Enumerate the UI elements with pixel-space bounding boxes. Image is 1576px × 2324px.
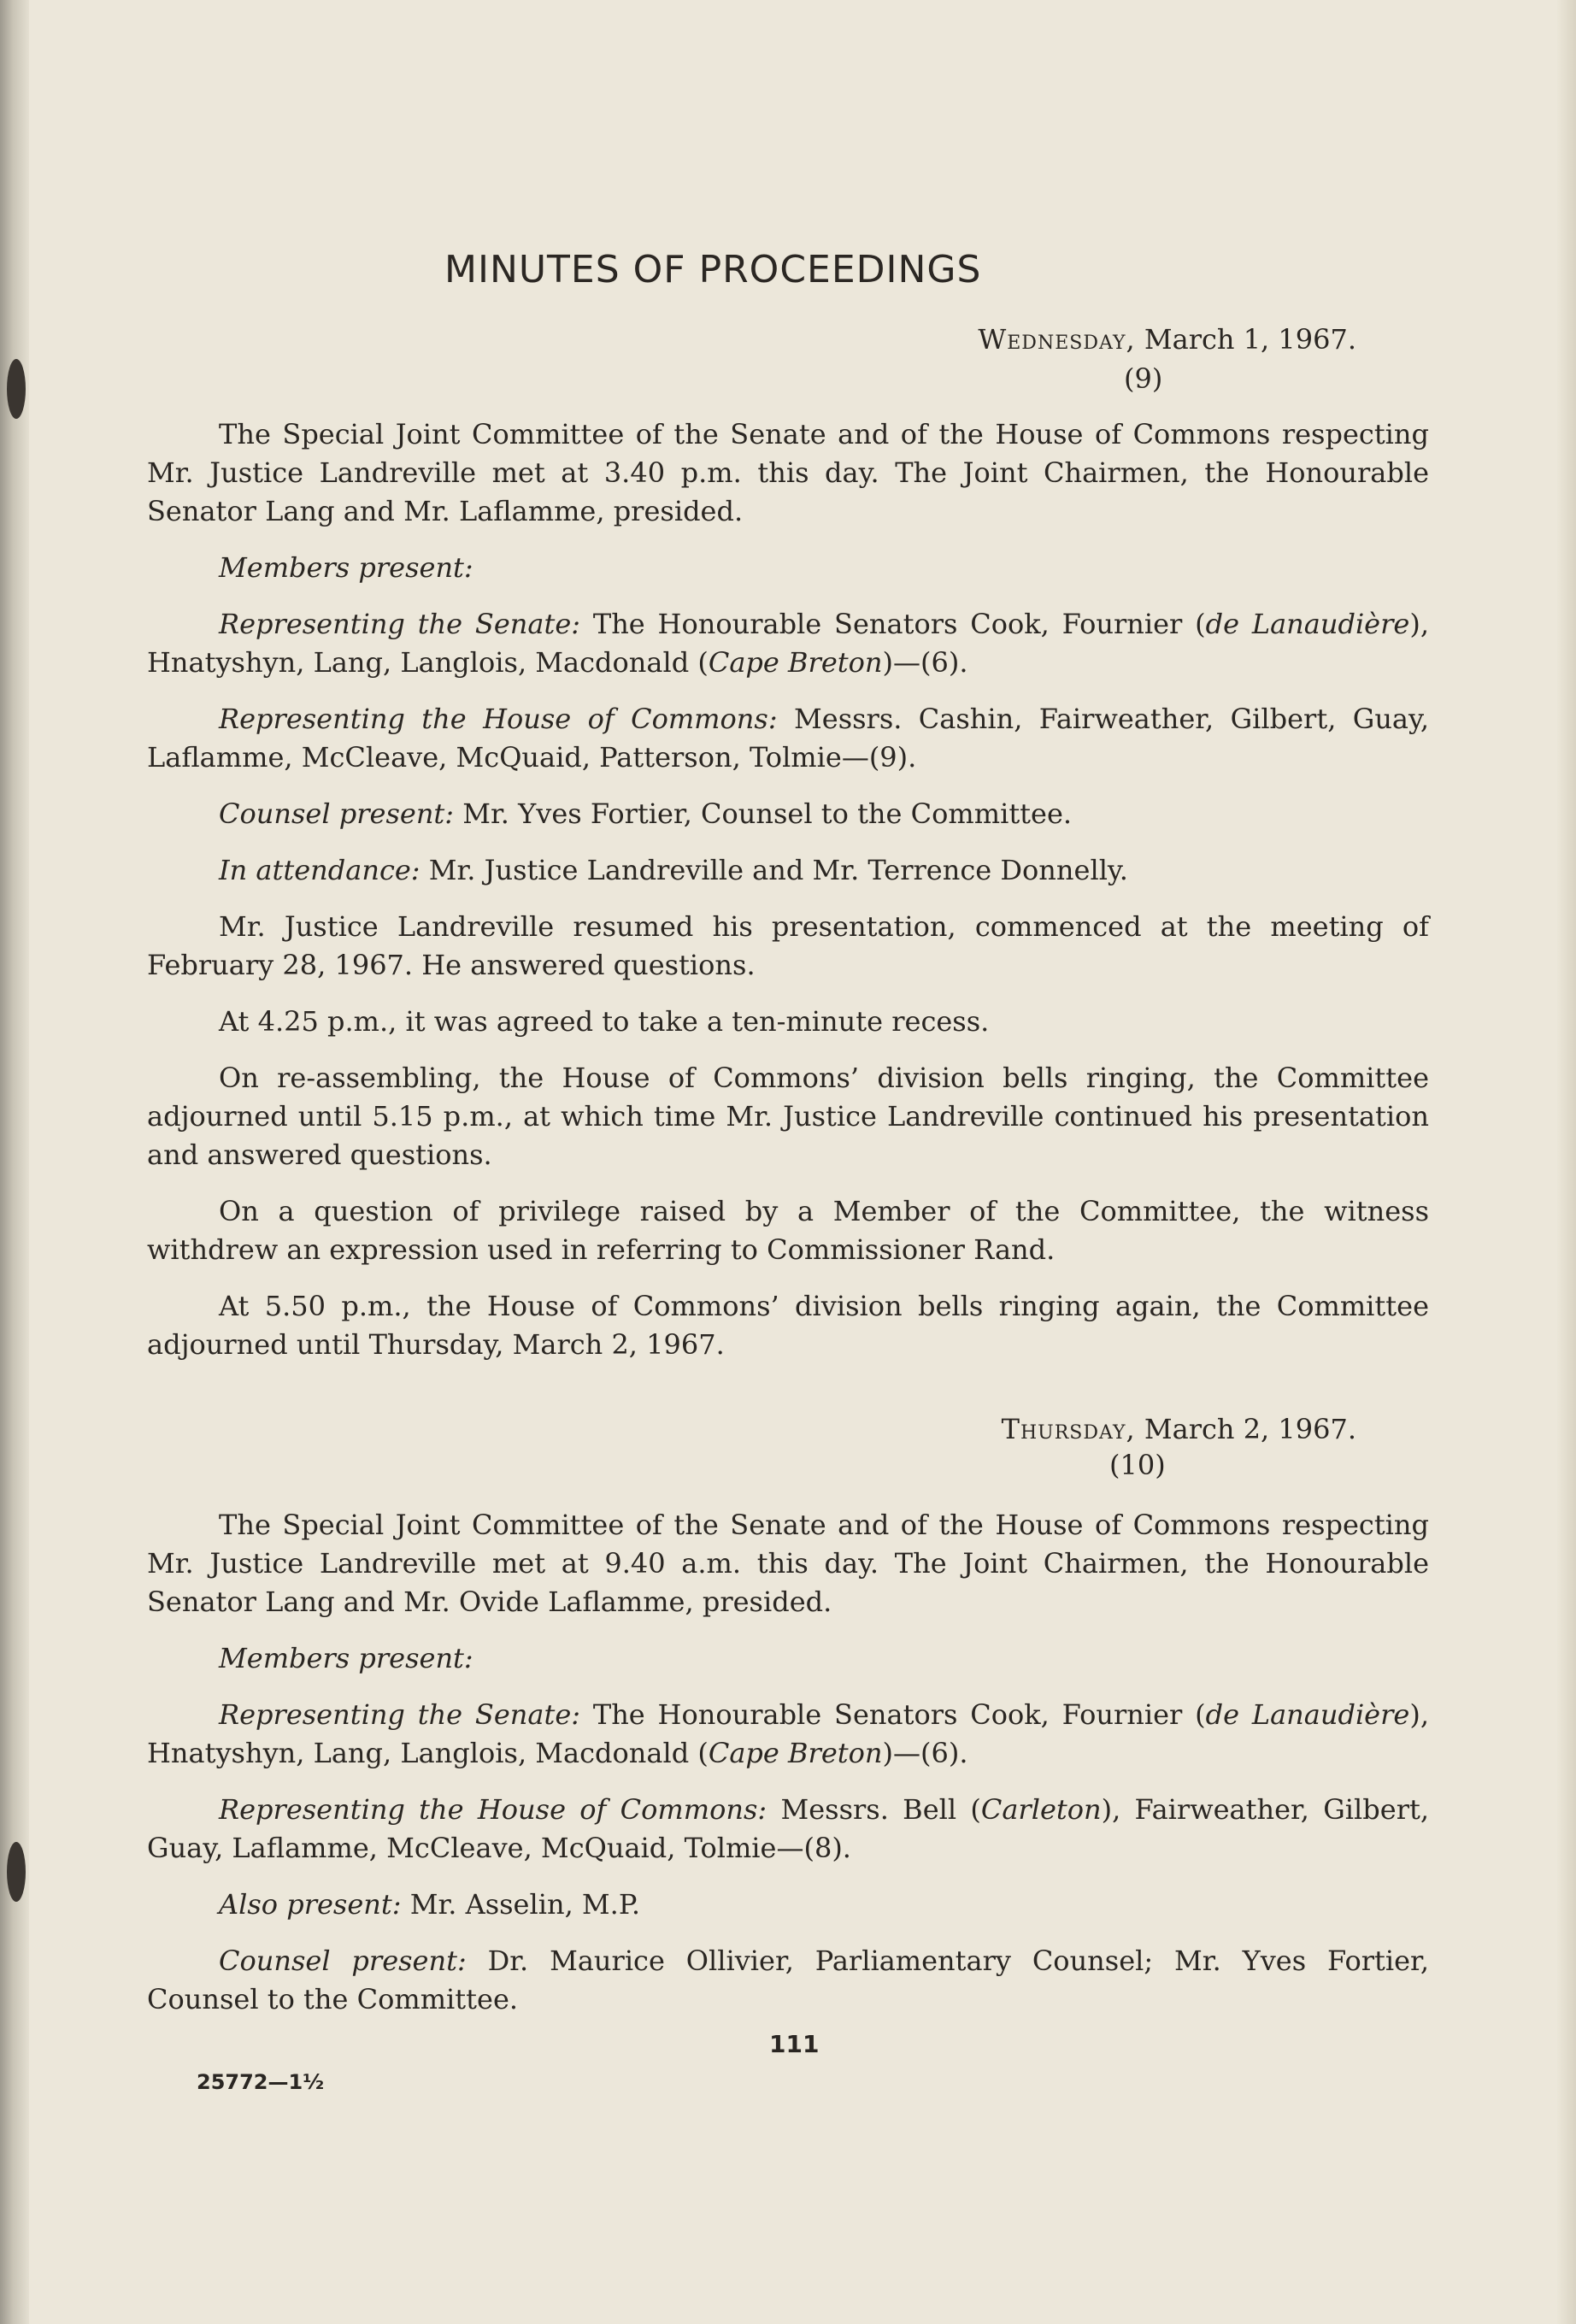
meeting-2-body	[147, 1506, 1429, 2019]
meeting-2-date-text: March 2, 1967.	[1144, 1413, 1356, 1445]
meeting-1-para-5: At 5.50 p.m., the House of Commons’ division bells ringing again, the Committee adjourned until Thursday, March 2, 1967.	[147, 1290, 1429, 1361]
meeting-1-body	[147, 415, 1429, 1364]
page-title: MINUTES OF PROCEEDINGS	[444, 248, 982, 291]
meeting-1-members-label: Members present:	[219, 551, 473, 584]
meeting-2-date	[1002, 1413, 1356, 1445]
meeting-1-commons: Representing the House of Commons: Messrs. Cashin, Fairweather, Gilbert, Guay, Laflamme, McCleave, McQuaid, Patterson, Tolmie—(9).	[147, 703, 1430, 774]
meeting-1-para-4: On a question of privilege raised by a Member of the Committee, the witness withdrew an expression used in referring to Commissioner Rand.	[147, 1195, 1429, 1266]
print-code: 25772—1½	[197, 2070, 325, 2094]
binding-hole-bottom	[7, 1842, 26, 1902]
page-number: 111	[769, 2030, 820, 2058]
meeting-1-para-3: On re-assembling, the House of Commons’ division bells ringing, the Committee adjourned until 5.15 p.m., at which time Mr. Justice Landreville continued his presentation and answered questions.	[147, 1062, 1429, 1171]
meeting-1-para-2: At 4.25 p.m., it was agreed to take a ten-minute recess.	[219, 1005, 990, 1038]
meeting-2-senate: Representing the Senate: The Honourable Senators Cook, Fournier (de Lanaudière), Hnatyshyn, Lang, Langlois, Macdonald (Cape Breton)—(6).	[147, 1698, 1430, 1769]
meeting-2-members-label: Members present:	[219, 1642, 473, 1674]
meeting-2-number: (10)	[1109, 1449, 1166, 1481]
meeting-1-number: (9)	[1124, 362, 1163, 395]
binding-gutter	[0, 0, 29, 2324]
meeting-1-weekday: Wednesday,	[978, 323, 1136, 356]
meeting-1-date-text: March 1, 1967.	[1144, 323, 1356, 356]
meeting-1-para-1: Mr. Justice Landreville resumed his presentation, commenced at the meeting of February 28, 1967. He answered questions.	[147, 910, 1429, 981]
meeting-2-also-present: Also present: Mr. Asselin, M.P.	[219, 1888, 641, 1921]
meeting-2-commons: Representing the House of Commons: Messrs. Bell (Carleton), Fairweather, Gilbert, Guay, Laflamme, McCleave, McQuaid, Tolmie—(8).	[147, 1793, 1430, 1864]
meeting-1-counsel: Counsel present: Mr. Yves Fortier, Counsel to the Committee.	[219, 797, 1073, 830]
page-edge	[1557, 0, 1576, 2324]
meeting-1-senate: Representing the Senate: The Honourable Senators Cook, Fournier (de Lanaudière), Hnatyshyn, Lang, Langlois, Macdonald (Cape Breton)—(6).	[147, 608, 1430, 679]
meeting-2-counsel: Counsel present: Dr. Maurice Ollivier, Parliamentary Counsel; Mr. Yves Fortier, Counsel to the Committee.	[147, 1945, 1430, 2015]
meeting-2-weekday: Thursday,	[1001, 1413, 1136, 1445]
binding-hole-top	[7, 359, 26, 419]
meeting-2-opening: The Special Joint Committee of the Senate and of the House of Commons respecting Mr. Justice Landreville met at 9.40 a.m. this day. The Joint Chairmen, the Honourable Senator Lang and Mr. Ovide Laflamme, presided.	[147, 1509, 1429, 1618]
meeting-1-opening: The Special Joint Committee of the Senate and of the House of Commons respecting Mr. Justice Landreville met at 3.40 p.m. this day. The Joint Chairmen, the Honourable Senator Lang and Mr. Laflamme, presided.	[147, 418, 1429, 527]
meeting-1-date	[978, 323, 1356, 356]
meeting-1-attendance: In attendance: Mr. Justice Landreville and Mr. Terrence Donnelly.	[219, 854, 1128, 886]
